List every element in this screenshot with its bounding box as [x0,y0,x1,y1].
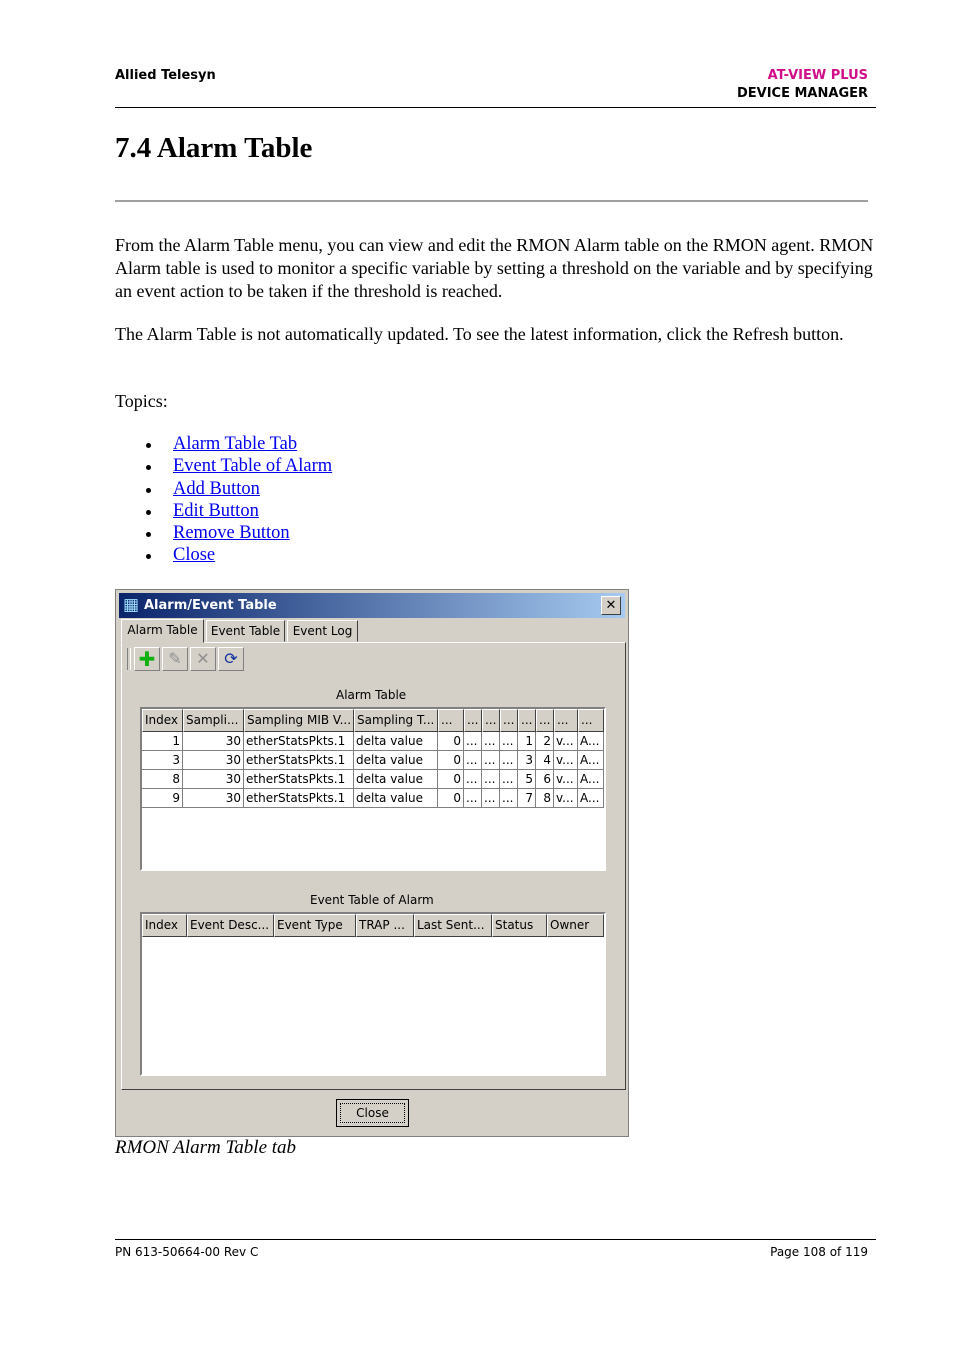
cell-c10: 4 [536,751,554,770]
dialog-title: Alarm/Event Table [144,598,277,613]
intro-paragraph: From the Alarm Table menu, you can view and edit the RMON Alarm table on the RMON agent. RMON Alarm table is used to monitor a specific variable by setting a threshold on the variable and by specifying an event action to be taken if the threshold is reached. [115,235,874,301]
module-name: DEVICE MANAGER [736,86,868,101]
title-rule [115,200,868,202]
tab-alarm-table[interactable]: Alarm Table [121,619,204,643]
event-col-index[interactable]: Index [142,914,187,937]
section-title: 7.4 Alarm Table [115,132,313,164]
cell-c8: ... [500,732,518,751]
list-item [115,500,332,522]
grid-app-icon: ▦ [122,595,140,615]
cell-c9: 5 [518,770,536,789]
alarm-event-dialog [115,589,629,1137]
cell-index: 3 [142,751,183,770]
edit-icon[interactable]: ✎ [162,647,188,671]
alarm-col-sampling-mib[interactable]: Sampling MIB V... [244,709,354,732]
cell-interval: 30 [183,789,244,808]
cell-interval: 30 [183,770,244,789]
alarm-col-9[interactable]: ... [518,709,536,732]
close-button-label: Close [340,1103,405,1123]
cell-sample-type: delta value [354,789,438,808]
cell-c11: v... [554,789,578,808]
cell-c8: ... [500,770,518,789]
header-rule [115,107,876,108]
alarm-col-11[interactable]: ... [554,709,578,732]
cell-c9: 1 [518,732,536,751]
cell-c12: A... [578,732,604,751]
figure-caption: RMON Alarm Table tab [115,1137,297,1158]
cell-variable: etherStatsPkts.1 [244,789,354,808]
topics-label: Topics: [115,391,168,411]
add-icon[interactable]: ✚ [134,647,160,671]
cell-index: 1 [142,732,183,751]
event-col-description[interactable]: Event Desc... [187,914,274,937]
alarm-col-index[interactable]: Index [142,709,183,732]
event-col-owner[interactable]: Owner [547,914,604,937]
cell-c10: 2 [536,732,554,751]
cell-c10: 6 [536,770,554,789]
cell-interval: 30 [183,732,244,751]
alarm-col-sampling-type[interactable]: Sampling T... [354,709,438,732]
list-item [115,433,332,455]
cell-c7: ... [482,770,500,789]
list-item [115,478,332,500]
cell-c12: A... [578,751,604,770]
cell-sample-type: delta value [354,770,438,789]
cell-value: 0 [438,732,464,751]
event-col-status[interactable]: Status [492,914,547,937]
cell-sample-type: delta value [354,751,438,770]
delete-icon[interactable]: ✕ [190,647,216,671]
cell-c9: 3 [518,751,536,770]
cell-value: 0 [438,789,464,808]
refresh-note-paragraph: The Alarm Table is not automatically updated. To see the latest information, click the Refresh button. [115,324,844,344]
alarm-col-8[interactable]: ... [500,709,518,732]
topic-link-event-table-of-alarm[interactable]: Event Table of Alarm [173,456,333,477]
cell-index: 9 [142,789,183,808]
cell-c11: v... [554,770,578,789]
tab-event-log[interactable]: Event Log [287,620,358,642]
alarm-col-12[interactable]: ... [578,709,604,732]
alarm-col-10[interactable]: ... [536,709,554,732]
event-table-label: Event Table of Alarm [310,893,434,907]
event-table-grid [140,912,606,1076]
cell-interval: 30 [183,751,244,770]
cell-variable: etherStatsPkts.1 [244,732,354,751]
alarm-table-label: Alarm Table [336,688,407,702]
product-name: AT-VIEW PLUS [767,68,868,83]
cell-value: 0 [438,751,464,770]
cell-value: 0 [438,770,464,789]
cell-c12: A... [578,770,604,789]
dialog-titlebar [119,593,625,618]
cell-c12: A... [578,789,604,808]
cell-c6: ... [464,732,482,751]
alarm-col-sampling-interval[interactable]: Sampli... [183,709,244,732]
event-col-type[interactable]: Event Type [274,914,356,937]
footer-rule [115,1239,876,1240]
cell-sample-type: delta value [354,732,438,751]
close-button[interactable] [336,1099,409,1127]
alarm-col-6[interactable]: ... [464,709,482,732]
topic-link-add-button[interactable]: Add Button [173,478,260,499]
event-col-last-sent[interactable]: Last Sent... [414,914,492,937]
cell-c7: ... [482,732,500,751]
cell-c11: v... [554,732,578,751]
cell-variable: etherStatsPkts.1 [244,751,354,770]
list-item [115,544,332,566]
cell-c6: ... [464,789,482,808]
close-icon[interactable]: ✕ [601,596,621,615]
alarm-table-grid [140,707,606,871]
company-name: Allied Telesyn [115,68,216,83]
toolbar-grip [127,648,131,670]
cell-variable: etherStatsPkts.1 [244,770,354,789]
topic-link-remove-button[interactable]: Remove Button [173,523,290,544]
cell-c9: 7 [518,789,536,808]
refresh-icon[interactable]: ⟳ [218,647,244,671]
part-number: PN 613-50664-00 Rev C [115,1245,259,1259]
cell-c7: ... [482,751,500,770]
topic-link-alarm-table-tab[interactable]: Alarm Table Tab [173,434,298,454]
cell-c7: ... [482,789,500,808]
topic-link-edit-button[interactable]: Edit Button [173,500,259,521]
event-col-trap[interactable]: TRAP ... [356,914,414,937]
cell-c8: ... [500,751,518,770]
list-item [115,522,332,544]
cell-index: 8 [142,770,183,789]
cell-c10: 8 [536,789,554,808]
topic-link-close[interactable]: Close [173,545,216,566]
page-number: Page 108 of 119 [770,1245,868,1259]
cell-c11: v... [554,751,578,770]
cell-c6: ... [464,770,482,789]
cell-c6: ... [464,751,482,770]
topics-list [115,433,332,567]
list-item [115,455,332,477]
alarm-col-5[interactable]: ... [438,709,464,732]
tab-event-table[interactable]: Event Table [206,620,285,642]
cell-c8: ... [500,789,518,808]
alarm-col-7[interactable]: ... [482,709,500,732]
